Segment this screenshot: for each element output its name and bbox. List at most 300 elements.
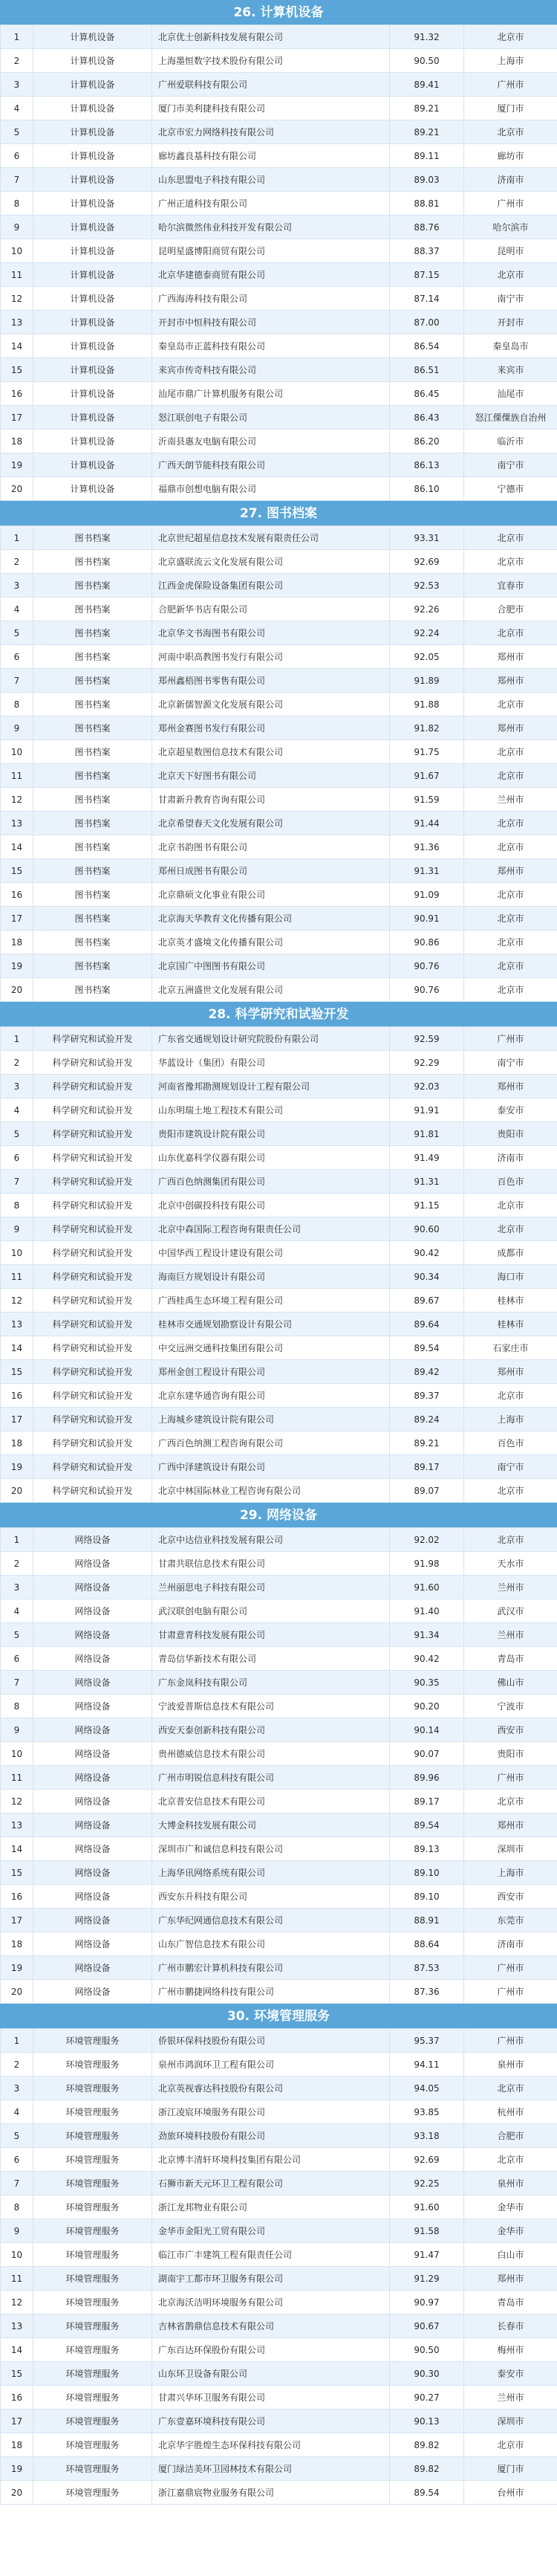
- ranking-table: [0, 526, 557, 1002]
- city-cell: 广州市: [497, 198, 524, 209]
- company-name-cell: 昆明星盛博阳商贸有限公司: [152, 239, 390, 262]
- company-name-cell: 广州正道科技有限公司: [152, 192, 390, 215]
- table-row: [0, 1146, 557, 1170]
- company-name-cell: 沂南县惠友电脑有限公司: [152, 430, 390, 453]
- score-cell: 90.60: [390, 1217, 464, 1240]
- score-cell: 90.27: [390, 2386, 464, 2409]
- company-name-cell: 合肥新华书店有限公司: [152, 598, 390, 621]
- city-cell: 西安市: [497, 1891, 524, 1902]
- rank-cell: 13: [0, 1313, 33, 1336]
- rank-cell: 20: [0, 2481, 33, 2504]
- table-row: [0, 1766, 557, 1790]
- category-cell: 图书档案: [33, 835, 152, 858]
- category-cell: 图书档案: [33, 954, 152, 977]
- score-cell: 90.86: [390, 931, 464, 954]
- city-cell: 北京市: [497, 1535, 524, 1545]
- company-name-cell: 北京中创碳投科技有限公司: [152, 1194, 390, 1217]
- table-row: [0, 788, 557, 812]
- table-row: [0, 216, 557, 239]
- rank-cell: 1: [0, 25, 33, 48]
- table-row: [0, 1217, 557, 1241]
- table-row: [0, 192, 557, 216]
- city-cell: 石家庄市: [492, 1343, 529, 1353]
- table-row: [0, 859, 557, 883]
- category-cell: 计算机设备: [33, 97, 152, 120]
- rank-cell: 4: [0, 1599, 33, 1622]
- company-name-cell: 浙江凌宸环境服务有限公司: [152, 2100, 390, 2123]
- company-name-cell: 广西海涛科技有限公司: [152, 287, 390, 310]
- company-name-cell: 江西金虎保险设备集团有限公司: [152, 574, 390, 597]
- city-cell: 北京市: [497, 842, 524, 852]
- table-row: [0, 1098, 557, 1122]
- score-cell: 90.91: [390, 907, 464, 930]
- score-cell: 91.31: [390, 1170, 464, 1193]
- rank-cell: 11: [0, 764, 33, 787]
- company-name-cell: 北京海沃洁明环境服务有限公司: [152, 2291, 390, 2314]
- city-cell: 金华市: [497, 2202, 524, 2213]
- rank-cell: 19: [0, 1956, 33, 1979]
- city-cell: 厦门市: [497, 2464, 524, 2474]
- company-name-cell: 西安东升科技有限公司: [152, 1885, 390, 1908]
- category-cell: 环境管理服务: [33, 2219, 152, 2242]
- city-cell: 北京市: [497, 127, 524, 137]
- company-name-cell: 武汉联创电脑有限公司: [152, 1599, 390, 1622]
- score-cell: 91.89: [390, 669, 464, 692]
- company-name-cell: 厦门绿洁美环卫园林技术有限公司: [152, 2457, 390, 2480]
- city-cell: 厦门市: [497, 103, 524, 114]
- rank-cell: 2: [0, 1552, 33, 1575]
- company-name-cell: 广州市鹏宏计算机科技有限公司: [152, 1956, 390, 1979]
- rank-cell: 15: [0, 1360, 33, 1383]
- city-cell: 郑州市: [497, 1081, 524, 1092]
- category-cell: 网络设备: [33, 1956, 152, 1979]
- category-cell: 网络设备: [33, 1909, 152, 1932]
- rank-cell: 20: [0, 477, 33, 500]
- rank-cell: 6: [0, 1647, 33, 1670]
- category-cell: 科学研究和试验开发: [33, 1122, 152, 1145]
- company-name-cell: 郑州金赛图书发行有限公司: [152, 716, 390, 740]
- city-cell: 北京市: [497, 2440, 524, 2450]
- city-cell: 郑州市: [497, 676, 524, 686]
- category-cell: 环境管理服务: [33, 2100, 152, 2123]
- city-cell: 北京市: [497, 771, 524, 781]
- category-cell: 环境管理服务: [33, 2338, 152, 2361]
- city-cell: 兰州市: [497, 1582, 524, 1593]
- rank-cell: 12: [0, 1790, 33, 1813]
- rank-cell: 13: [0, 311, 33, 334]
- score-cell: 86.51: [390, 358, 464, 381]
- company-name-cell: 广州市明锐信息科技有限公司: [152, 1766, 390, 1789]
- rank-cell: 9: [0, 1217, 33, 1240]
- score-cell: 90.30: [390, 2362, 464, 2385]
- rank-cell: 15: [0, 358, 33, 381]
- table-row: [0, 1122, 557, 1146]
- score-cell: 89.54: [390, 1813, 464, 1836]
- category-cell: 环境管理服务: [33, 2481, 152, 2504]
- company-name-cell: 泉州市鸿润环卫工程有限公司: [152, 2053, 390, 2076]
- city-cell: 西安市: [497, 1725, 524, 1735]
- city-cell: 广州市: [497, 1034, 524, 1044]
- city-cell: 北京市: [497, 1486, 524, 1496]
- rank-cell: 9: [0, 216, 33, 239]
- category-cell: 网络设备: [33, 1599, 152, 1622]
- city-cell: 金华市: [497, 2226, 524, 2236]
- score-cell: 90.35: [390, 1671, 464, 1694]
- rank-cell: 9: [0, 1718, 33, 1741]
- score-cell: 91.29: [390, 2267, 464, 2290]
- company-name-cell: 广东百达环保股份有限公司: [152, 2338, 390, 2361]
- category-cell: 科学研究和试验开发: [33, 1051, 152, 1074]
- rank-cell: 7: [0, 1671, 33, 1694]
- category-cell: 环境管理服务: [33, 2029, 152, 2052]
- score-cell: 89.24: [390, 1408, 464, 1431]
- company-name-cell: 海南巨方规划设计有限公司: [152, 1265, 390, 1288]
- score-cell: 91.15: [390, 1194, 464, 1217]
- table-row: [0, 2338, 557, 2362]
- city-cell: 长春市: [497, 2321, 524, 2331]
- score-cell: 90.50: [390, 49, 464, 72]
- city-cell: 北京市: [497, 270, 524, 280]
- table-row: [0, 931, 557, 954]
- table-row: [0, 97, 557, 120]
- category-cell: 环境管理服务: [33, 2148, 152, 2171]
- score-cell: 87.53: [390, 1956, 464, 1979]
- table-row: [0, 1170, 557, 1194]
- score-cell: 90.14: [390, 1718, 464, 1741]
- city-cell: 青岛市: [497, 1654, 524, 1664]
- category-cell: 科学研究和试验开发: [33, 1027, 152, 1050]
- category-cell: 计算机设备: [33, 192, 152, 215]
- category-cell: 计算机设备: [33, 406, 152, 429]
- city-cell: 南宁市: [497, 1462, 524, 1472]
- category-cell: 科学研究和试验开发: [33, 1241, 152, 1264]
- table-row: [0, 1313, 557, 1336]
- table-row: [0, 73, 557, 97]
- ranking-section: [0, 0, 557, 501]
- score-cell: 91.98: [390, 1552, 464, 1575]
- table-row: [0, 2433, 557, 2457]
- category-cell: 环境管理服务: [33, 2433, 152, 2456]
- rank-cell: 2: [0, 49, 33, 72]
- category-cell: 图书档案: [33, 859, 152, 882]
- company-name-cell: 广东金岚科技有限公司: [152, 1671, 390, 1694]
- city-cell: 泰安市: [497, 1105, 524, 1116]
- category-cell: 图书档案: [33, 907, 152, 930]
- score-cell: 89.10: [390, 1861, 464, 1884]
- score-cell: 86.45: [390, 382, 464, 405]
- company-name-cell: 山东明瑞土地工程技术有限公司: [152, 1098, 390, 1122]
- ranking-table: [0, 25, 557, 501]
- rank-cell: 2: [0, 2053, 33, 2076]
- score-cell: 92.53: [390, 574, 464, 597]
- table-row: [0, 907, 557, 931]
- score-cell: 90.34: [390, 1265, 464, 1288]
- city-cell: 泉州市: [497, 2059, 524, 2070]
- rank-cell: 19: [0, 954, 33, 977]
- table-row: [0, 1647, 557, 1671]
- rank-cell: 2: [0, 1051, 33, 1074]
- city-cell: 北京市: [497, 1224, 524, 1234]
- table-row: [0, 1695, 557, 1718]
- company-name-cell: 广西桂禹生态环境工程有限公司: [152, 1289, 390, 1312]
- score-cell: 89.13: [390, 1837, 464, 1860]
- company-name-cell: 山东优嘉科学仪器有限公司: [152, 1146, 390, 1169]
- rank-cell: 16: [0, 2386, 33, 2409]
- rank-cell: 4: [0, 2100, 33, 2123]
- company-name-cell: 中国华西工程设计建设有限公司: [152, 1241, 390, 1264]
- company-name-cell: 北京书韵图书有限公司: [152, 835, 390, 858]
- score-cell: 89.41: [390, 73, 464, 96]
- category-cell: 图书档案: [33, 598, 152, 621]
- category-cell: 图书档案: [33, 669, 152, 692]
- score-cell: 95.37: [390, 2029, 464, 2052]
- rank-cell: 19: [0, 1455, 33, 1478]
- company-name-cell: 劲旅环境科技股份有限公司: [152, 2124, 390, 2147]
- city-cell: 哈尔滨市: [492, 222, 529, 233]
- rank-cell: 15: [0, 2362, 33, 2385]
- city-cell: 南宁市: [497, 294, 524, 304]
- category-cell: 计算机设备: [33, 25, 152, 48]
- company-name-cell: 北京市宏力网络科技有限公司: [152, 120, 390, 143]
- city-cell: 上海市: [497, 56, 524, 66]
- rank-cell: 9: [0, 2219, 33, 2242]
- category-cell: 计算机设备: [33, 453, 152, 476]
- table-row: [0, 2053, 557, 2077]
- table-row: [0, 2124, 557, 2148]
- company-name-cell: 浙江嘉鼎宸物业服务有限公司: [152, 2481, 390, 2504]
- table-row: [0, 1336, 557, 1360]
- score-cell: 90.67: [390, 2314, 464, 2337]
- company-name-cell: 郑州日成图书有限公司: [152, 859, 390, 882]
- company-name-cell: 上海城乡建筑设计院有限公司: [152, 1408, 390, 1431]
- company-name-cell: 华蓝设计（集团）有限公司: [152, 1051, 390, 1074]
- city-cell: 合肥市: [497, 2131, 524, 2141]
- category-cell: 计算机设备: [33, 168, 152, 191]
- category-cell: 科学研究和试验开发: [33, 1336, 152, 1359]
- company-name-cell: 金华市金阳光工贸有限公司: [152, 2219, 390, 2242]
- company-name-cell: 厦门市美利捷科技有限公司: [152, 97, 390, 120]
- category-cell: 环境管理服务: [33, 2053, 152, 2076]
- score-cell: 91.34: [390, 1623, 464, 1646]
- rank-cell: 17: [0, 1909, 33, 1932]
- table-row: [0, 1790, 557, 1813]
- category-cell: 网络设备: [33, 1766, 152, 1789]
- score-cell: 89.96: [390, 1766, 464, 1789]
- city-cell: 北京市: [497, 2155, 524, 2165]
- company-name-cell: 北京世纪超星信息技术发展有限责任公司: [152, 526, 390, 549]
- table-row: [0, 645, 557, 669]
- category-cell: 计算机设备: [33, 120, 152, 143]
- company-name-cell: 北京天下好图书有限公司: [152, 764, 390, 787]
- company-name-cell: 郑州鑫梧图书零售有限公司: [152, 669, 390, 692]
- rank-cell: 11: [0, 263, 33, 286]
- table-row: [0, 334, 557, 358]
- category-cell: 网络设备: [33, 1885, 152, 1908]
- rank-cell: 17: [0, 1408, 33, 1431]
- table-row: [0, 621, 557, 645]
- score-cell: 88.37: [390, 239, 464, 262]
- rank-cell: 1: [0, 1027, 33, 1050]
- score-cell: 92.59: [390, 1027, 464, 1050]
- score-cell: 89.11: [390, 144, 464, 167]
- company-name-cell: 西安天泰创新科技有限公司: [152, 1718, 390, 1741]
- table-row: [0, 2243, 557, 2267]
- category-cell: 科学研究和试验开发: [33, 1289, 152, 1312]
- category-cell: 网络设备: [33, 1647, 152, 1670]
- category-cell: 计算机设备: [33, 263, 152, 286]
- rank-cell: 14: [0, 334, 33, 357]
- table-row: [0, 49, 557, 73]
- score-cell: 94.05: [390, 2077, 464, 2100]
- score-cell: 89.64: [390, 1313, 464, 1336]
- city-cell: 济南市: [497, 1153, 524, 1163]
- city-cell: 北京市: [497, 961, 524, 971]
- section-title: 30. 环境管理服务: [0, 2004, 557, 2029]
- table-row: [0, 311, 557, 334]
- city-cell: 南宁市: [497, 1058, 524, 1068]
- table-row: [0, 1455, 557, 1479]
- city-cell: 兰州市: [497, 2392, 524, 2403]
- score-cell: 91.82: [390, 716, 464, 740]
- ranking-table: [0, 1528, 557, 2004]
- score-cell: 90.97: [390, 2291, 464, 2314]
- rank-cell: 18: [0, 931, 33, 954]
- category-cell: 网络设备: [33, 1932, 152, 1955]
- city-cell: 秦皇岛市: [492, 341, 529, 352]
- rank-cell: 4: [0, 1098, 33, 1122]
- rank-cell: 1: [0, 1528, 33, 1551]
- rank-cell: 12: [0, 287, 33, 310]
- table-row: [0, 740, 557, 764]
- category-cell: 图书档案: [33, 883, 152, 906]
- rank-cell: 12: [0, 1289, 33, 1312]
- rank-cell: 1: [0, 526, 33, 549]
- category-cell: 网络设备: [33, 1861, 152, 1884]
- table-row: [0, 477, 557, 501]
- rank-cell: 5: [0, 2124, 33, 2147]
- rank-cell: 11: [0, 2267, 33, 2290]
- company-name-cell: 浙江龙邦物业有限公司: [152, 2195, 390, 2219]
- table-row: [0, 1671, 557, 1695]
- table-row: [0, 693, 557, 716]
- rank-cell: 20: [0, 978, 33, 1001]
- city-cell: 郑州市: [497, 866, 524, 876]
- category-cell: 科学研究和试验开发: [33, 1384, 152, 1407]
- company-name-cell: 开封市中恒科技有限公司: [152, 311, 390, 334]
- city-cell: 北京市: [497, 937, 524, 948]
- category-cell: 科学研究和试验开发: [33, 1098, 152, 1122]
- company-name-cell: 贵州德威信息技术有限公司: [152, 1742, 390, 1765]
- score-cell: 88.76: [390, 216, 464, 239]
- score-cell: 86.13: [390, 453, 464, 476]
- company-name-cell: 甘肃意青科技发展有限公司: [152, 1623, 390, 1646]
- table-row: [0, 168, 557, 192]
- score-cell: 87.36: [390, 1980, 464, 2003]
- score-cell: 90.76: [390, 978, 464, 1001]
- rank-cell: 7: [0, 168, 33, 191]
- rank-cell: 18: [0, 2433, 33, 2456]
- category-cell: 网络设备: [33, 1695, 152, 1718]
- category-cell: 环境管理服务: [33, 2077, 152, 2100]
- rank-cell: 7: [0, 669, 33, 692]
- rank-cell: 1: [0, 2029, 33, 2052]
- score-cell: 89.82: [390, 2457, 464, 2480]
- city-cell: 郑州市: [497, 1367, 524, 1377]
- score-cell: 86.43: [390, 406, 464, 429]
- table-row: [0, 239, 557, 263]
- category-cell: 环境管理服务: [33, 2314, 152, 2337]
- category-cell: 网络设备: [33, 1980, 152, 2003]
- table-row: [0, 978, 557, 1002]
- category-cell: 计算机设备: [33, 382, 152, 405]
- city-cell: 广州市: [497, 1987, 524, 1997]
- category-cell: 科学研究和试验开发: [33, 1455, 152, 1478]
- rank-cell: 16: [0, 883, 33, 906]
- company-name-cell: 广西百色纳测工程咨询有限公司: [152, 1431, 390, 1454]
- rank-cell: 6: [0, 1146, 33, 1169]
- city-cell: 百色市: [497, 1177, 524, 1187]
- score-cell: 93.18: [390, 2124, 464, 2147]
- score-cell: 91.88: [390, 693, 464, 716]
- table-row: [0, 2219, 557, 2243]
- score-cell: 91.32: [390, 25, 464, 48]
- category-cell: 图书档案: [33, 978, 152, 1001]
- table-row: [0, 954, 557, 978]
- table-row: [0, 669, 557, 693]
- rank-cell: 3: [0, 1075, 33, 1098]
- ranking-table: [0, 1027, 557, 1503]
- rank-cell: 5: [0, 1623, 33, 1646]
- category-cell: 科学研究和试验开发: [33, 1170, 152, 1193]
- company-name-cell: 兰州丽思电子科技有限公司: [152, 1576, 390, 1599]
- company-name-cell: 北京中达信业科技发展有限公司: [152, 1528, 390, 1551]
- rank-cell: 15: [0, 1861, 33, 1884]
- table-row: [0, 2481, 557, 2505]
- table-row: [0, 1599, 557, 1623]
- category-cell: 图书档案: [33, 716, 152, 740]
- score-cell: 88.91: [390, 1909, 464, 1932]
- company-name-cell: 侨银环保科技股份有限公司: [152, 2029, 390, 2052]
- company-name-cell: 山东思盟电子科技有限公司: [152, 168, 390, 191]
- city-cell: 来宾市: [497, 365, 524, 375]
- company-name-cell: 广西中泽建筑设计有限公司: [152, 1455, 390, 1478]
- category-cell: 图书档案: [33, 788, 152, 811]
- table-row: [0, 1384, 557, 1408]
- rank-cell: 4: [0, 598, 33, 621]
- rank-cell: 5: [0, 1122, 33, 1145]
- table-row: [0, 2195, 557, 2219]
- rank-cell: 5: [0, 621, 33, 644]
- city-cell: 北京市: [497, 890, 524, 900]
- company-name-cell: 北京鼎硕文化事业有限公司: [152, 883, 390, 906]
- company-name-cell: 深圳市广和诚信息科技有限公司: [152, 1837, 390, 1860]
- score-cell: 91.49: [390, 1146, 464, 1169]
- company-name-cell: 来宾市传奇科技有限公司: [152, 358, 390, 381]
- category-cell: 网络设备: [33, 1742, 152, 1765]
- city-cell: 成都市: [497, 1248, 524, 1258]
- table-row: [0, 120, 557, 144]
- score-cell: 89.21: [390, 1431, 464, 1454]
- category-cell: 图书档案: [33, 621, 152, 644]
- city-cell: 东莞市: [497, 1915, 524, 1926]
- category-cell: 网络设备: [33, 1813, 152, 1836]
- company-name-cell: 北京中林国际林业工程咨询有限公司: [152, 1479, 390, 1502]
- city-cell: 深圳市: [497, 1844, 524, 1854]
- table-row: [0, 1980, 557, 2004]
- rank-cell: 14: [0, 1837, 33, 1860]
- score-cell: 89.21: [390, 120, 464, 143]
- score-cell: 89.54: [390, 2481, 464, 2504]
